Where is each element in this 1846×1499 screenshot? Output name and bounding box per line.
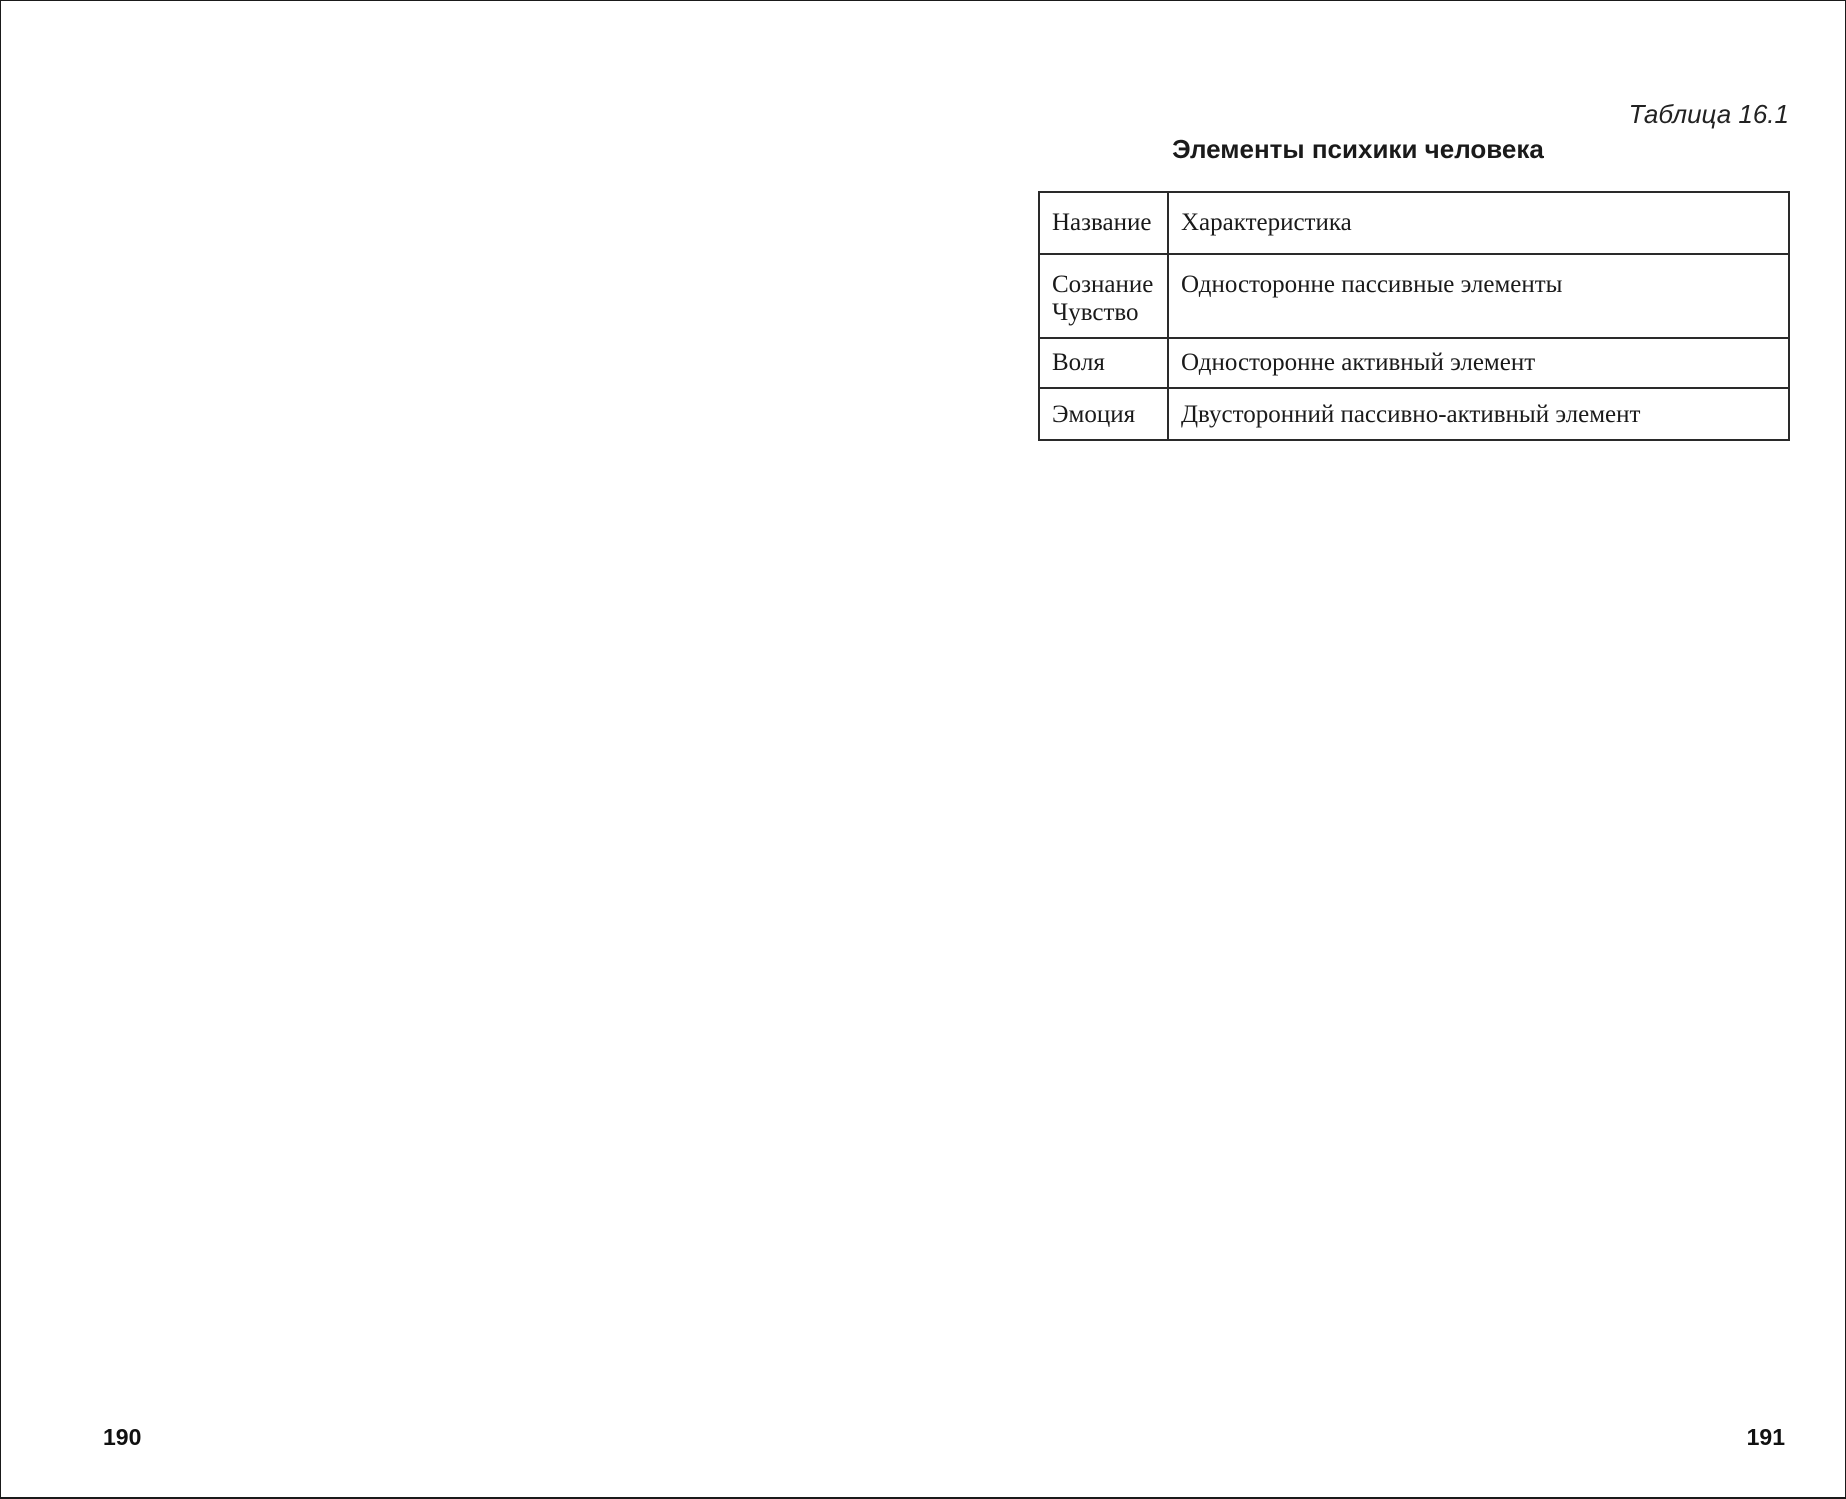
characteristic-cell: Двусторонний пассивно-активный элемент (1168, 388, 1789, 440)
table-number: Таблица 16.1 (1628, 99, 1789, 129)
characteristic-cell: Односторонне активный элемент (1168, 338, 1789, 388)
table-row (1039, 338, 1789, 388)
header-name-cell: Название (1039, 192, 1168, 254)
name-cell (1039, 388, 1168, 440)
name-line: Эмоция (1052, 401, 1136, 428)
name-line: Чувство (1052, 299, 1139, 326)
characteristic-cell: Односторонне пассивные элементы (1168, 254, 1789, 338)
name-line: Сознание (1052, 271, 1154, 298)
table-title: Элементы психики человека (1172, 134, 1544, 164)
table-header-row (1039, 192, 1789, 254)
left-page (1, 1, 923, 1497)
name-line: Воля (1052, 349, 1105, 376)
header-characteristic-cell: Характеристика (1168, 192, 1789, 254)
name-cell (1039, 254, 1168, 338)
table-row (1039, 388, 1789, 440)
psyche-elements-table (1038, 191, 1790, 441)
name-cell (1039, 338, 1168, 388)
right-page (923, 1, 1845, 1497)
table-row (1039, 254, 1789, 338)
page-number-left: 190 (103, 1424, 142, 1450)
page-number-right: 191 (1746, 1424, 1785, 1450)
